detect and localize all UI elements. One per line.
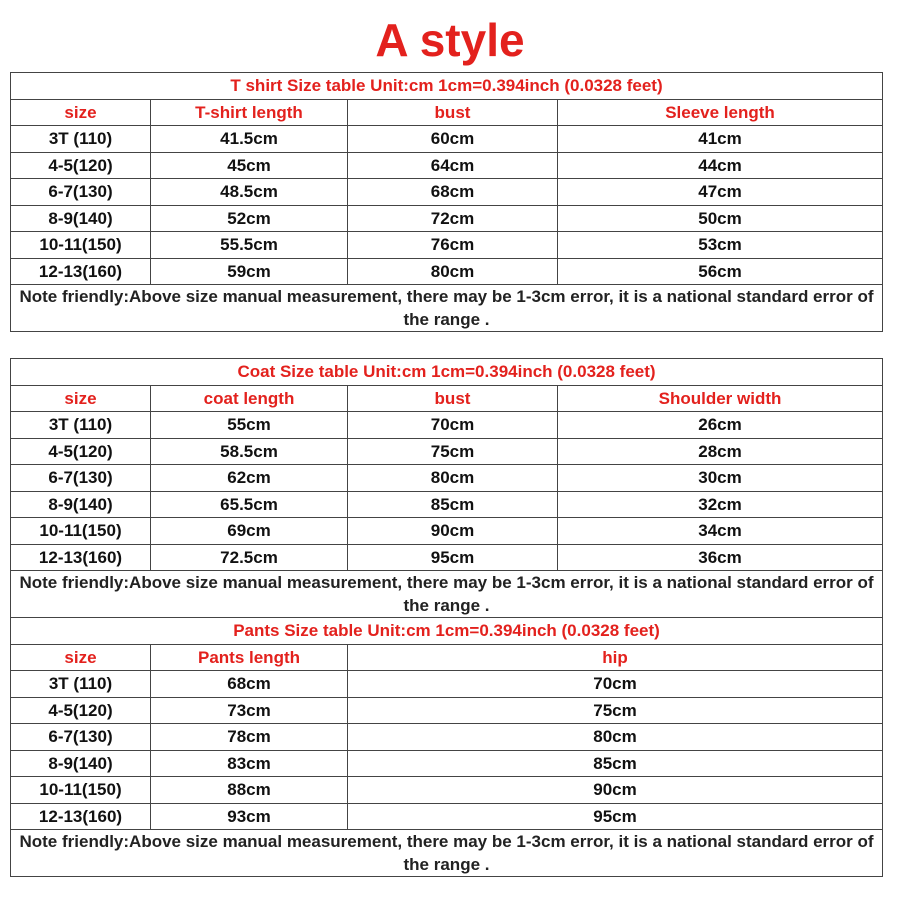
cell-tshirt-length: 48.5cm: [151, 179, 348, 206]
cell-bust: 76cm: [348, 232, 558, 259]
cell-shoulder-width: 36cm: [558, 544, 883, 571]
cell-size: 4-5(120): [11, 438, 151, 465]
table-row: [11, 438, 883, 465]
table-row: [11, 803, 883, 830]
cell-sleeve-length: 44cm: [558, 152, 883, 179]
cell-bust: 68cm: [348, 179, 558, 206]
tshirt-note: Note friendly:Above size manual measurement, there may be 1-3cm error, it is a national standard error of the range .: [11, 285, 883, 332]
table-row: [11, 412, 883, 439]
cell-hip: 85cm: [348, 750, 883, 777]
cell-hip: 95cm: [348, 803, 883, 830]
table-row: [11, 671, 883, 698]
cell-bust: 80cm: [348, 258, 558, 285]
cell-sleeve-length: 56cm: [558, 258, 883, 285]
cell-shoulder-width: 30cm: [558, 465, 883, 492]
table-row: [11, 491, 883, 518]
table-row: [11, 544, 883, 571]
coat-header-row: [11, 385, 883, 412]
cell-bust: 70cm: [348, 412, 558, 439]
cell-bust: 64cm: [348, 152, 558, 179]
table-row: [11, 518, 883, 545]
table-row: [11, 205, 883, 232]
cell-hip: 80cm: [348, 724, 883, 751]
header-bust: bust: [348, 385, 558, 412]
tshirt-header-row: [11, 99, 883, 126]
cell-size: 8-9(140): [11, 491, 151, 518]
header-shoulder-width: Shoulder width: [558, 385, 883, 412]
table-row: [11, 126, 883, 153]
cell-size: 3T (110): [11, 671, 151, 698]
cell-coat-length: 72.5cm: [151, 544, 348, 571]
cell-pants-length: 73cm: [151, 697, 348, 724]
cell-hip: 90cm: [348, 777, 883, 804]
cell-sleeve-length: 47cm: [558, 179, 883, 206]
cell-size: 12-13(160): [11, 544, 151, 571]
tshirt-size-table: [10, 72, 883, 332]
table-row: [11, 465, 883, 492]
coat-note-row: [11, 571, 883, 618]
cell-coat-length: 55cm: [151, 412, 348, 439]
table-row: [11, 724, 883, 751]
cell-size: 8-9(140): [11, 205, 151, 232]
header-size: size: [11, 385, 151, 412]
cell-pants-length: 78cm: [151, 724, 348, 751]
cell-size: 8-9(140): [11, 750, 151, 777]
coat-and-pants-size-table: [10, 358, 883, 877]
coat-caption-row: [11, 359, 883, 386]
cell-pants-length: 93cm: [151, 803, 348, 830]
cell-coat-length: 65.5cm: [151, 491, 348, 518]
cell-sleeve-length: 53cm: [558, 232, 883, 259]
cell-size: 4-5(120): [11, 152, 151, 179]
table-row: [11, 697, 883, 724]
cell-size: 6-7(130): [11, 724, 151, 751]
cell-coat-length: 69cm: [151, 518, 348, 545]
header-pants-length: Pants length: [151, 644, 348, 671]
header-size: size: [11, 99, 151, 126]
pants-header-row: [11, 644, 883, 671]
table-row: [11, 232, 883, 259]
cell-size: 6-7(130): [11, 179, 151, 206]
table-row: [11, 258, 883, 285]
cell-coat-length: 62cm: [151, 465, 348, 492]
header-coat-length: coat length: [151, 385, 348, 412]
cell-size: 3T (110): [11, 126, 151, 153]
header-bust: bust: [348, 99, 558, 126]
cell-shoulder-width: 34cm: [558, 518, 883, 545]
cell-size: 3T (110): [11, 412, 151, 439]
header-size: size: [11, 644, 151, 671]
cell-pants-length: 88cm: [151, 777, 348, 804]
cell-size: 10-11(150): [11, 518, 151, 545]
header-hip: hip: [348, 644, 883, 671]
cell-bust: 60cm: [348, 126, 558, 153]
cell-bust: 90cm: [348, 518, 558, 545]
cell-pants-length: 68cm: [151, 671, 348, 698]
cell-sleeve-length: 41cm: [558, 126, 883, 153]
table-row: [11, 777, 883, 804]
cell-tshirt-length: 52cm: [151, 205, 348, 232]
cell-size: 6-7(130): [11, 465, 151, 492]
cell-tshirt-length: 41.5cm: [151, 126, 348, 153]
cell-size: 4-5(120): [11, 697, 151, 724]
header-sleeve-length: Sleeve length: [558, 99, 883, 126]
coat-caption: Coat Size table Unit:cm 1cm=0.394inch (0.0328 feet): [11, 359, 883, 386]
coat-note: Note friendly:Above size manual measurement, there may be 1-3cm error, it is a national standard error of the range .: [11, 571, 883, 618]
pants-note: Note friendly:Above size manual measurement, there may be 1-3cm error, it is a national standard error of the range .: [11, 830, 883, 877]
cell-hip: 70cm: [348, 671, 883, 698]
header-tshirt-length: T-shirt length: [151, 99, 348, 126]
table-row: [11, 750, 883, 777]
cell-size: 12-13(160): [11, 803, 151, 830]
cell-shoulder-width: 32cm: [558, 491, 883, 518]
cell-bust: 95cm: [348, 544, 558, 571]
page-title: A style: [375, 14, 525, 66]
cell-tshirt-length: 45cm: [151, 152, 348, 179]
cell-hip: 75cm: [348, 697, 883, 724]
cell-shoulder-width: 28cm: [558, 438, 883, 465]
table-row: [11, 179, 883, 206]
cell-bust: 75cm: [348, 438, 558, 465]
cell-size: 10-11(150): [11, 232, 151, 259]
cell-sleeve-length: 50cm: [558, 205, 883, 232]
cell-tshirt-length: 55.5cm: [151, 232, 348, 259]
cell-size: 10-11(150): [11, 777, 151, 804]
table-row: [11, 152, 883, 179]
pants-caption-row: [11, 618, 883, 645]
cell-coat-length: 58.5cm: [151, 438, 348, 465]
cell-bust: 85cm: [348, 491, 558, 518]
tshirt-caption-row: [11, 73, 883, 100]
pants-note-row: [11, 830, 883, 877]
cell-shoulder-width: 26cm: [558, 412, 883, 439]
tshirt-note-row: [11, 285, 883, 332]
cell-size: 12-13(160): [11, 258, 151, 285]
tshirt-caption: T shirt Size table Unit:cm 1cm=0.394inch (0.0328 feet): [11, 73, 883, 100]
cell-bust: 72cm: [348, 205, 558, 232]
cell-bust: 80cm: [348, 465, 558, 492]
pants-caption: Pants Size table Unit:cm 1cm=0.394inch (0.0328 feet): [11, 618, 883, 645]
cell-tshirt-length: 59cm: [151, 258, 348, 285]
cell-pants-length: 83cm: [151, 750, 348, 777]
